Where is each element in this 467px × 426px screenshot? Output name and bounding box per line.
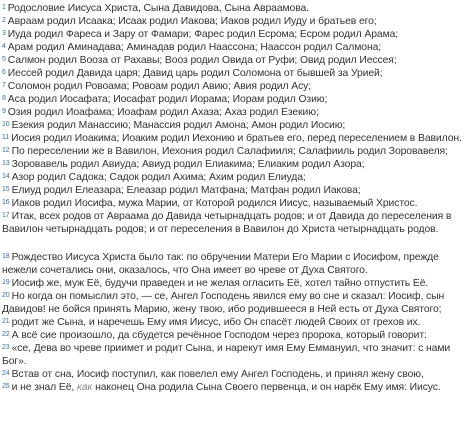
verse-24 [2,368,467,381]
verse-9 [2,106,467,119]
verse-number: 6 [2,69,6,76]
verse-2 [2,15,467,28]
verse-text: Иосия родил Иоакима; Иоаким родил Иехонию и братьев его, перед переселением в Вавилон. [11,133,462,144]
verse-text: Иуда родил Фареса и Зару от Фамари; Фарес родил Есрома; Есром родил Арама; [7,29,399,40]
verse-text: Озия родил Иоафама; Иоафам родил Ахаза; Ахаз родил Езекию; [7,107,319,118]
verse-number: 2 [2,17,6,24]
verse-21 [2,316,467,329]
paragraph-gap [2,236,467,251]
verse-number: 17 [2,212,10,219]
verse-text: Иосиф же, муж Её, будучи праведен и не желая огласить Её, хотел тайно отпустить Её. [11,278,429,289]
verse-text: Встав от сна, Иосиф поступил, как повелел ему Ангел Господень, и принял жену свою, [11,369,424,380]
verse-text: Елиуд родил Елеазара; Елеазар родил Матфана; Матфан родил Иакова; [11,185,361,196]
verse-18 [2,251,462,277]
verse-17 [2,210,462,236]
verse-23 [2,342,462,368]
verse-text: Салмон родил Вооза от Рахавы; Вооз родил Овида от Руфи; Овид родил Иессея; [7,55,397,66]
verse-number: 24 [2,370,10,377]
verse-number: 25 [2,383,10,390]
verse-text: По переселении же в Вавилон, Иехония родил Салафииля; Салафииль родил Зоровавеля; [11,146,448,157]
verse-text: Но когда он помыслил это, — се, Ангел Господень явился ему во сне и сказал: Иосиф, сын Давидов! не бойся принять Марию, жену твою, ибо родившееся в Ней есть от Духа Святого; [2,291,445,315]
verse-text: А всё сие произошло, да сбудется речённое Господом через пророка, который говорит: [11,330,427,341]
verse-13 [2,158,467,171]
verse-number: 9 [2,108,6,115]
verse-text: Родословие Иисуса Христа, Сына Давидова, Сына Авраамова. [7,3,309,14]
verse-4 [2,41,467,54]
verse-text-added-word: как [77,382,93,393]
verse-number: 5 [2,56,6,63]
verse-16 [2,197,467,210]
verse-text: Соломон родил Ровоама; Ровоам родил Авию; Авия родил Асу; [7,81,312,92]
verse-number: 11 [2,134,10,141]
verse-number: 20 [2,292,10,299]
verse-text: Арам родил Аминадава; Аминадав родил Наассона; Наассон родил Салмона; [7,42,382,53]
verse-number: 23 [2,344,10,351]
verse-25 [2,381,467,394]
verse-number: 4 [2,43,6,50]
verse-number: 18 [2,253,10,260]
verse-number: 8 [2,95,6,102]
verse-text: Азор родил Садока; Садок родил Ахима; Ахим родил Елиуда; [11,172,306,183]
verse-text: Езекия родил Манассию; Манассия родил Амона; Амон родил Иосию; [11,120,346,131]
verse-text: Иессей родил Давида царя; Давид царь родил Соломона от бывшей за Урией; [7,68,383,79]
verse-text: Иаков родил Иосифа, мужа Марии, от Которой родился Иисус, называемый Христос. [11,198,418,209]
verse-number: 1 [2,4,6,11]
verse-20 [2,290,462,316]
verse-text: родит же Сына, и наречешь Ему имя Иисус, ибо Он спасёт людей Своих от грехов их. [11,317,421,328]
verse-number: 16 [2,199,10,206]
verse-7 [2,80,467,93]
verse-text-part1: и не знал Её, [11,382,78,393]
verse-text-part2: наконец Она родила Сына Своего первенца, и он нарёк Ему имя: Иисус. [92,382,441,393]
verse-text: Авраам родил Исаака; Исаак родил Иакова; Иаков родил Иуду и братьев его; [7,16,377,27]
verse-number: 14 [2,173,10,180]
verse-text: «се, Дева во чреве приимет и родит Сына, и нарекут имя Ему Еммануил, что значит: с нами Бог». [2,343,451,367]
verse-text: Аса родил Иосафата; Иосафат родил Иорама; Иорам родил Озию; [7,94,328,105]
verse-10 [2,119,467,132]
verse-number: 22 [2,331,10,338]
verse-6 [2,67,467,80]
verse-text: Рождество Иисуса Христа было так: по обручении Матери Его Марии с Иосифом, прежде нежели сочетались они, оказалось, что Она имеет во чреве от Духа Святого. [2,252,439,276]
verse-14 [2,171,467,184]
verse-3 [2,28,467,41]
verse-number: 3 [2,30,6,37]
verse-number: 19 [2,279,10,286]
verse-number: 7 [2,82,6,89]
verse-text: Итак, всех родов от Авраама до Давида четырнадцать родов; и от Давида до переселения в Вавилон четырнадцать родов; и от переселения в Вавилон до Христа четырнадцать родов. [2,211,452,235]
verse-11 [2,132,467,145]
nativity-section [2,251,467,394]
verse-5 [2,54,467,67]
verse-number: 10 [2,121,10,128]
verse-15 [2,184,467,197]
verse-number: 21 [2,318,10,325]
verse-12 [2,145,467,158]
verse-number: 12 [2,147,10,154]
verse-1 [2,2,467,15]
verse-text: Зоровавель родил Авиуда; Авиуд родил Елиакима; Елиаким родил Азора; [11,159,365,170]
verse-22 [2,329,467,342]
verse-8 [2,93,467,106]
verse-19 [2,277,467,290]
genealogy-section [2,2,467,236]
verse-number: 15 [2,186,10,193]
verse-number: 13 [2,160,10,167]
